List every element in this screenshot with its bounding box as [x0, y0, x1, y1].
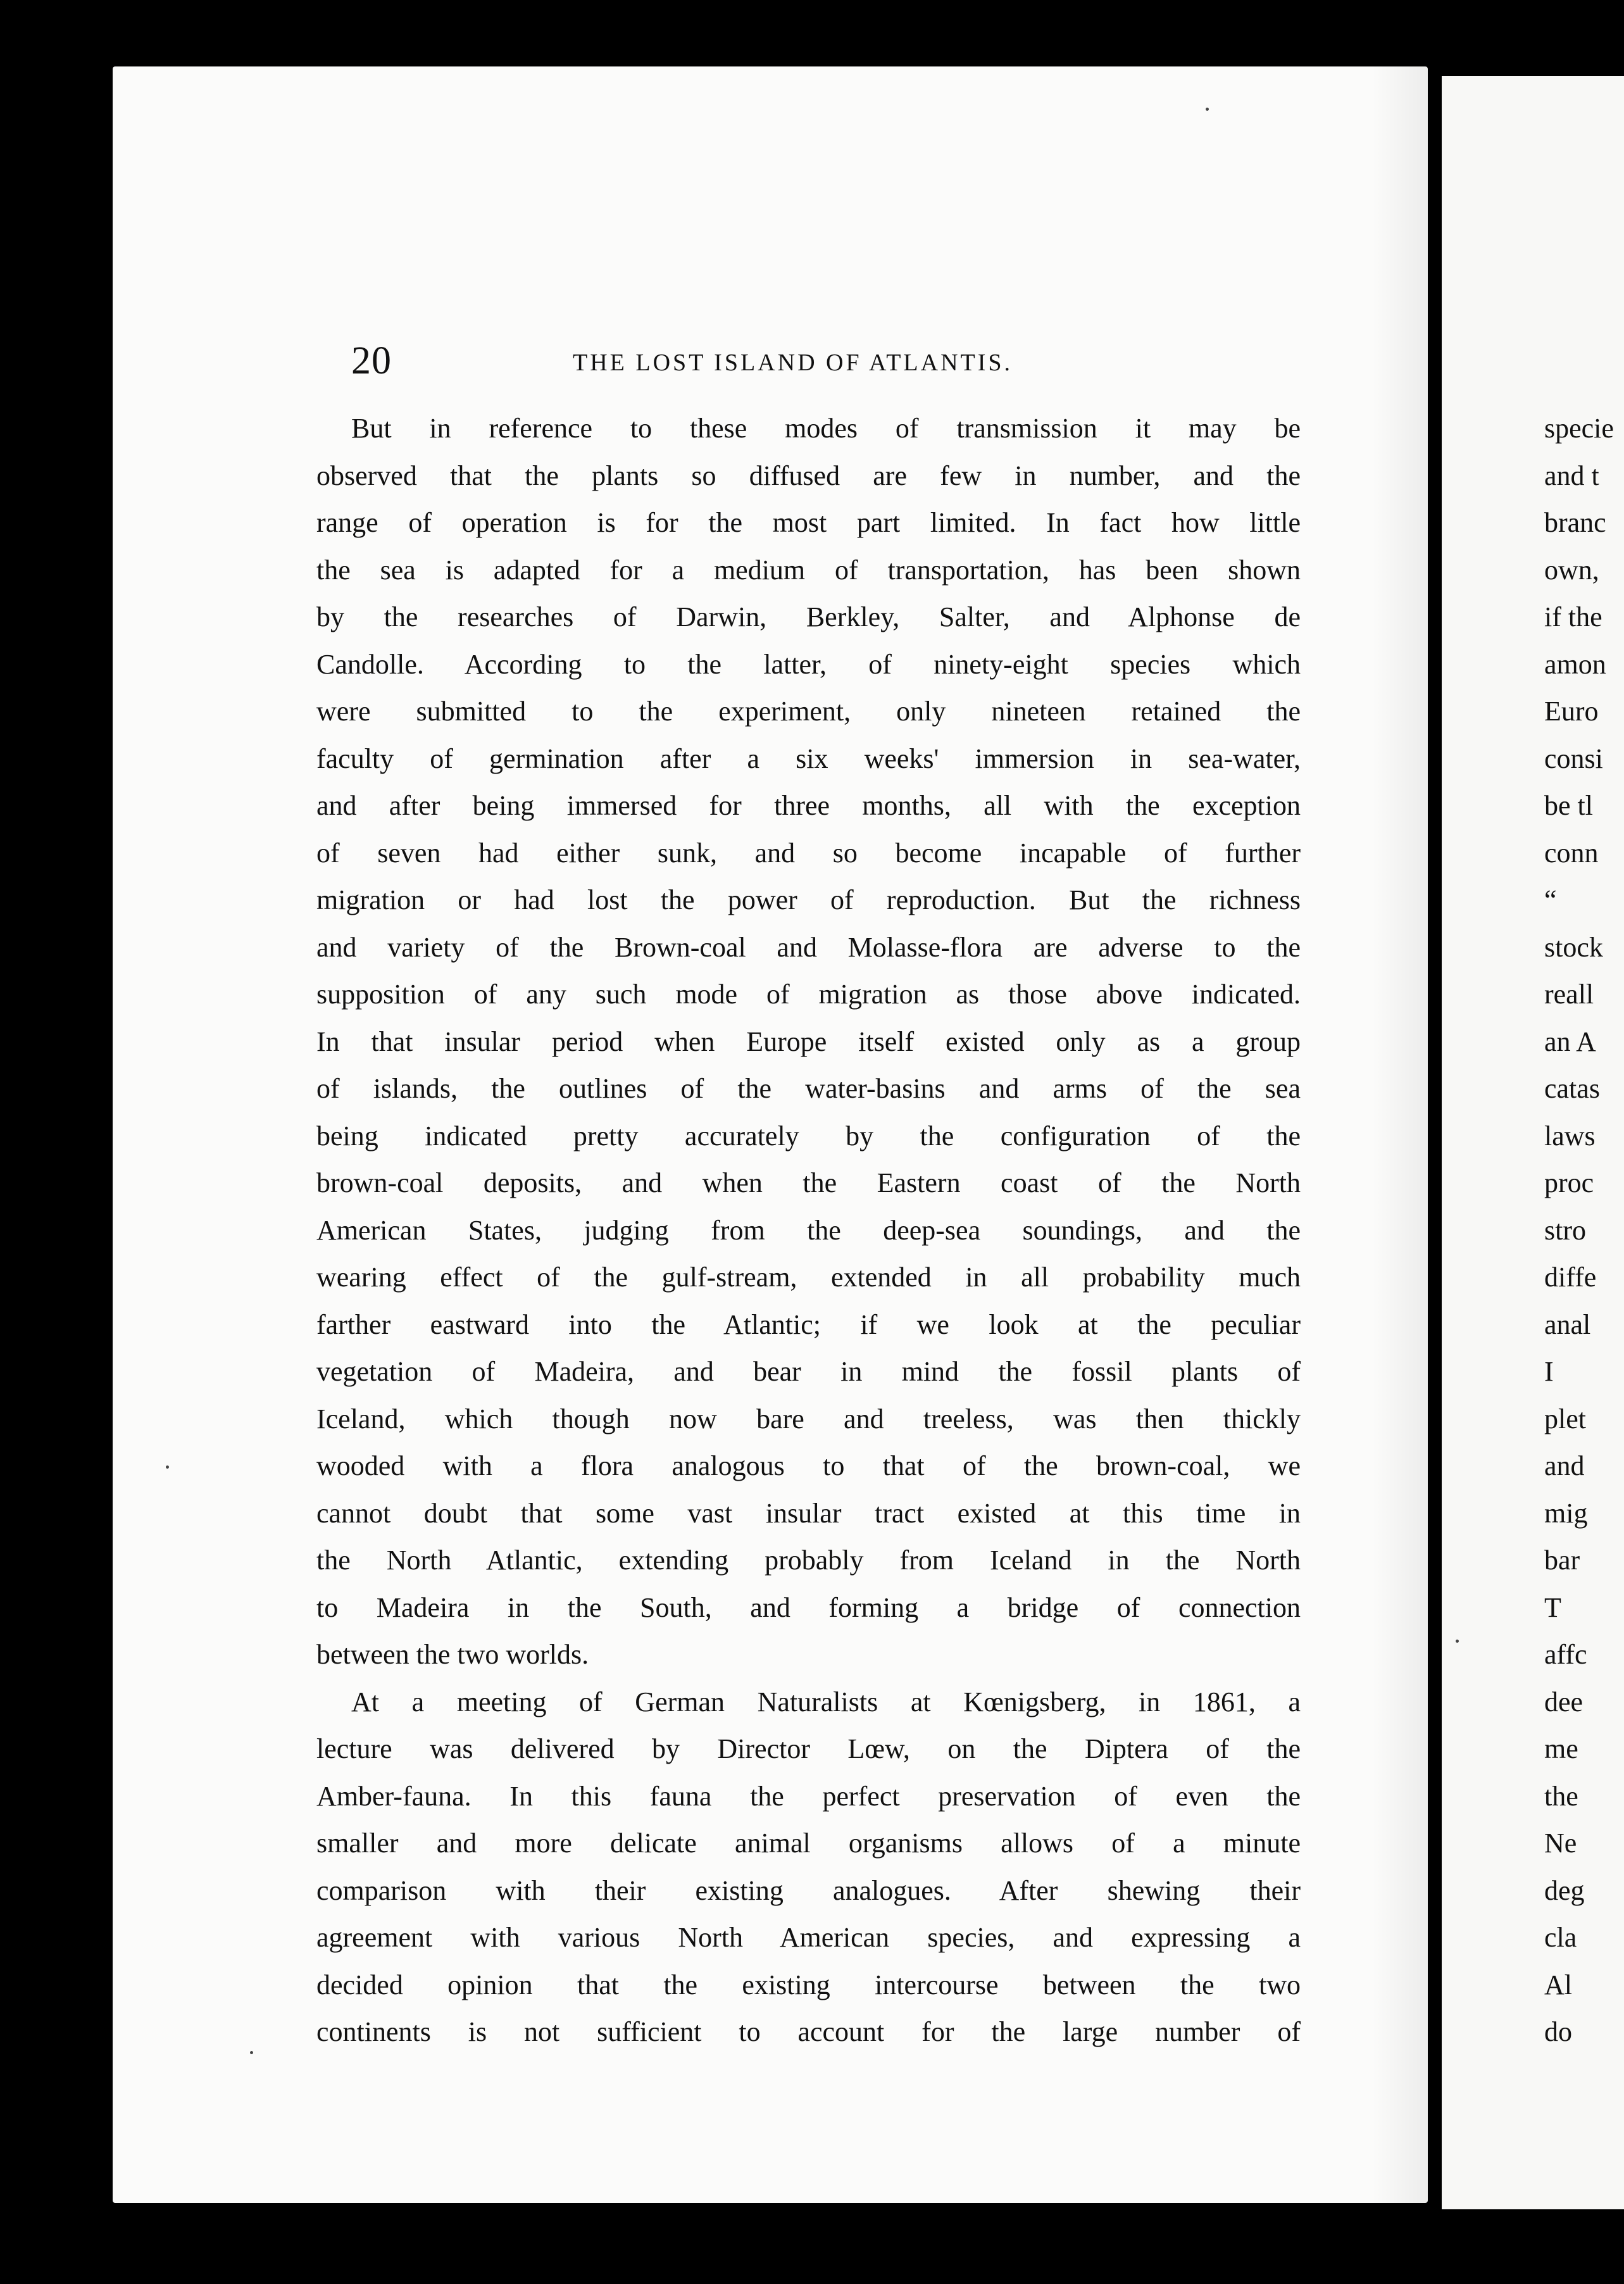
print-speck: [1456, 1640, 1459, 1643]
facing-line: Euro: [1544, 696, 1599, 727]
text-line: were submitted to the experiment, only nineteen retained the: [316, 696, 1301, 727]
page-number: 20: [351, 339, 392, 382]
text-line: of seven had either sunk, and so become incapable of further: [316, 837, 1301, 869]
text-line: lecture was delivered by Director Lœw, on the Diptera of the: [316, 1733, 1301, 1764]
facing-line: and: [1544, 1450, 1585, 1481]
text-line: cannot doubt that some vast insular tract existed at this time in: [316, 1497, 1301, 1529]
facing-line: “: [1544, 884, 1557, 915]
facing-line: plet: [1544, 1403, 1586, 1434]
facing-line: an A: [1544, 1026, 1596, 1057]
facing-line: and t: [1544, 460, 1599, 491]
facing-line: if the: [1544, 601, 1602, 632]
text-line: the sea is adapted for a medium of transportation, has been shown: [316, 554, 1301, 586]
facing-line: diffe: [1544, 1262, 1597, 1293]
facing-line: bar: [1544, 1545, 1580, 1576]
text-line: smaller and more delicate animal organisms allows of a minute: [316, 1828, 1301, 1859]
body-text: [316, 405, 1301, 2056]
text-line: agreement with various North American species, and expressing a: [316, 1922, 1301, 1953]
running-title: THE LOST ISLAND OF ATLANTIS.: [573, 349, 1013, 376]
text-line: wearing effect of the gulf-stream, extended in all probability much: [316, 1262, 1301, 1293]
facing-line: T: [1544, 1591, 1561, 1623]
facing-line: own,: [1544, 554, 1599, 586]
text-line: to Madeira in the South, and forming a bridge of connection: [316, 1591, 1301, 1623]
facing-line: mig: [1544, 1497, 1588, 1529]
facing-line: catas: [1544, 1073, 1600, 1104]
text-line: the North Atlantic, extending probably from Iceland in the North: [316, 1545, 1301, 1576]
text-line: of islands, the outlines of the water-basins and arms of the sea: [316, 1073, 1301, 1104]
facing-line: deg: [1544, 1874, 1585, 1906]
text-line: American States, judging from the deep-sea soundings, and the: [316, 1214, 1301, 1246]
running-head: [351, 336, 1313, 386]
text-line: decided opinion that the existing intercourse between the two: [316, 1969, 1301, 2000]
facing-line: me: [1544, 1733, 1578, 1764]
facing-page-text: [1544, 405, 1624, 2056]
facing-line: stro: [1544, 1214, 1586, 1246]
text-line: comparison with their existing analogues. After shewing their: [316, 1874, 1301, 1906]
text-line: faculty of germination after a six weeks' immersion in sea-water,: [316, 743, 1301, 774]
facing-line: be tl: [1544, 790, 1593, 821]
facing-line: affc: [1544, 1639, 1587, 1670]
print-speck: [166, 1465, 169, 1469]
facing-line: conn: [1544, 837, 1599, 869]
text-line: and after being immersed for three months, all with the exception: [316, 790, 1301, 821]
facing-line: consi: [1544, 743, 1603, 774]
text-line: supposition of any such mode of migration as those above indicated.: [316, 979, 1301, 1010]
gutter-shadow: [1372, 66, 1429, 2203]
facing-line: I: [1544, 1356, 1554, 1387]
facing-line: specie: [1544, 413, 1614, 444]
text-line: wooded with a flora analogous to that of the brown-coal, we: [316, 1450, 1301, 1481]
text-line: Iceland, which though now bare and treeless, was then thickly: [316, 1403, 1301, 1434]
facing-line: the: [1544, 1780, 1578, 1812]
facing-line: do: [1544, 2016, 1572, 2047]
facing-line: stock: [1544, 931, 1603, 963]
facing-line: amon: [1544, 648, 1606, 680]
facing-line: cla: [1544, 1922, 1577, 1953]
text-line: continents is not sufficient to account for the large number of: [316, 2016, 1301, 2047]
text-line: observed that the plants so diffused are few in number, and the: [316, 460, 1301, 491]
text-line: farther eastward into the Atlantic; if we look at the peculiar: [316, 1308, 1301, 1340]
text-line: range of operation is for the most part limited. In fact how little: [316, 507, 1301, 538]
facing-line: anal: [1544, 1308, 1591, 1340]
print-speck: [1206, 108, 1209, 111]
text-line: vegetation of Madeira, and bear in mind the fossil plants of: [316, 1356, 1301, 1387]
text-line: At a meeting of German Naturalists at Kœnigsberg, in 1861, a: [351, 1686, 1301, 1717]
facing-line: Al: [1544, 1969, 1572, 2000]
facing-line: branc: [1544, 507, 1606, 538]
facing-line: Ne: [1544, 1828, 1577, 1859]
text-line: In that insular period when Europe itself existed only as a group: [316, 1026, 1301, 1057]
text-line: being indicated pretty accurately by the configuration of the: [316, 1120, 1301, 1151]
text-line: between the two worlds.: [316, 1639, 589, 1670]
text-line: But in reference to these modes of transmission it may be: [351, 413, 1301, 444]
facing-line: reall: [1544, 979, 1594, 1010]
print-speck: [250, 2051, 253, 2054]
text-line: brown-coal deposits, and when the Eastern coast of the North: [316, 1167, 1301, 1198]
text-line: Amber-fauna. In this fauna the perfect preservation of even the: [316, 1780, 1301, 1812]
facing-line: proc: [1544, 1167, 1594, 1198]
text-line: and variety of the Brown-coal and Molasse-flora are adverse to the: [316, 931, 1301, 963]
facing-line: laws: [1544, 1120, 1596, 1151]
text-line: Candolle. According to the latter, of ninety-eight species which: [316, 648, 1301, 680]
text-line: by the researches of Darwin, Berkley, Salter, and Alphonse de: [316, 601, 1301, 632]
text-line: migration or had lost the power of reproduction. But the richness: [316, 884, 1301, 915]
facing-line: dee: [1544, 1686, 1583, 1717]
